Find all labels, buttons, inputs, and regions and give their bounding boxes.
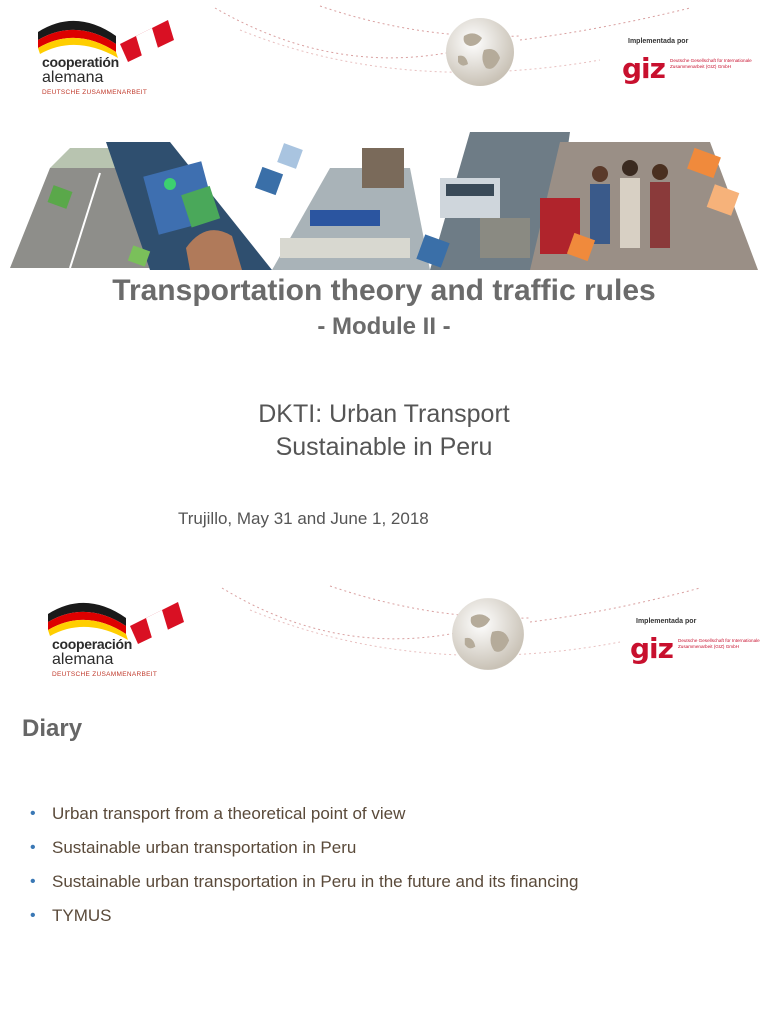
implemented-by-label: Implementada por: [628, 38, 689, 45]
agenda-item-text: Sustainable urban transportation in Peru in the future and its financing: [52, 872, 579, 891]
presentation-title: Transportation theory and traffic rules: [112, 274, 656, 307]
giz-implementer-logo: [622, 38, 762, 98]
bullet-icon: •: [30, 907, 36, 924]
cooperacion-alemana-logo: [36, 14, 206, 104]
banner-photo-collage: [10, 128, 758, 270]
project-name-line-2: Sustainable in Peru: [275, 433, 493, 461]
agenda-item: [30, 804, 578, 838]
implemented-by-label: Implementada por: [636, 618, 697, 625]
giz-implementer-logo: [630, 618, 768, 678]
agenda-item-text: TYMUS: [52, 906, 112, 925]
logo-line-deutsche: DEUTSCHE ZUSAMMENARBEIT: [42, 89, 148, 96]
agenda-list: [30, 804, 578, 940]
bullet-icon: •: [30, 839, 36, 856]
bullet-icon: •: [30, 805, 36, 822]
project-name-line-1: DKTI: Urban Transport: [258, 400, 510, 428]
agenda-item: [30, 906, 578, 940]
agenda-item-text: Sustainable urban transportation in Peru: [52, 838, 357, 857]
module-subtitle: - Module II -: [317, 313, 451, 340]
giz-full-name: Deutsche Gesellschaft für Internationale Zusammenarbeit (GIZ) GmbH: [678, 638, 760, 649]
agenda-item: [30, 838, 578, 872]
agenda-heading: Diary: [22, 715, 83, 742]
agenda-item: [30, 872, 578, 906]
event-date-location: Trujillo, May 31 and June 1, 2018: [178, 509, 429, 528]
globe-icon: [450, 596, 526, 672]
giz-logo-mark: giz: [630, 632, 673, 665]
agenda-item-text: Urban transport from a theoretical point of view: [52, 804, 406, 823]
agenda-slide: [0, 580, 768, 1024]
logo-line-cooperacion: cooperatión: [42, 54, 119, 70]
giz-full-name: Deutsche Gesellschaft für Internationale Zusammenarbeit (GIZ) GmbH: [670, 58, 752, 69]
logo-line-alemana: alemana: [52, 651, 114, 668]
cooperacion-alemana-logo: [46, 596, 216, 686]
bullet-icon: •: [30, 873, 36, 890]
globe-icon: [444, 16, 516, 88]
giz-logo-mark: giz: [622, 52, 665, 85]
logo-line-cooperacion: cooperación: [52, 636, 132, 652]
logo-line-alemana: alemana: [42, 69, 104, 86]
logo-line-deutsche: DEUTSCHE ZUSAMMENARBEIT: [52, 671, 158, 678]
